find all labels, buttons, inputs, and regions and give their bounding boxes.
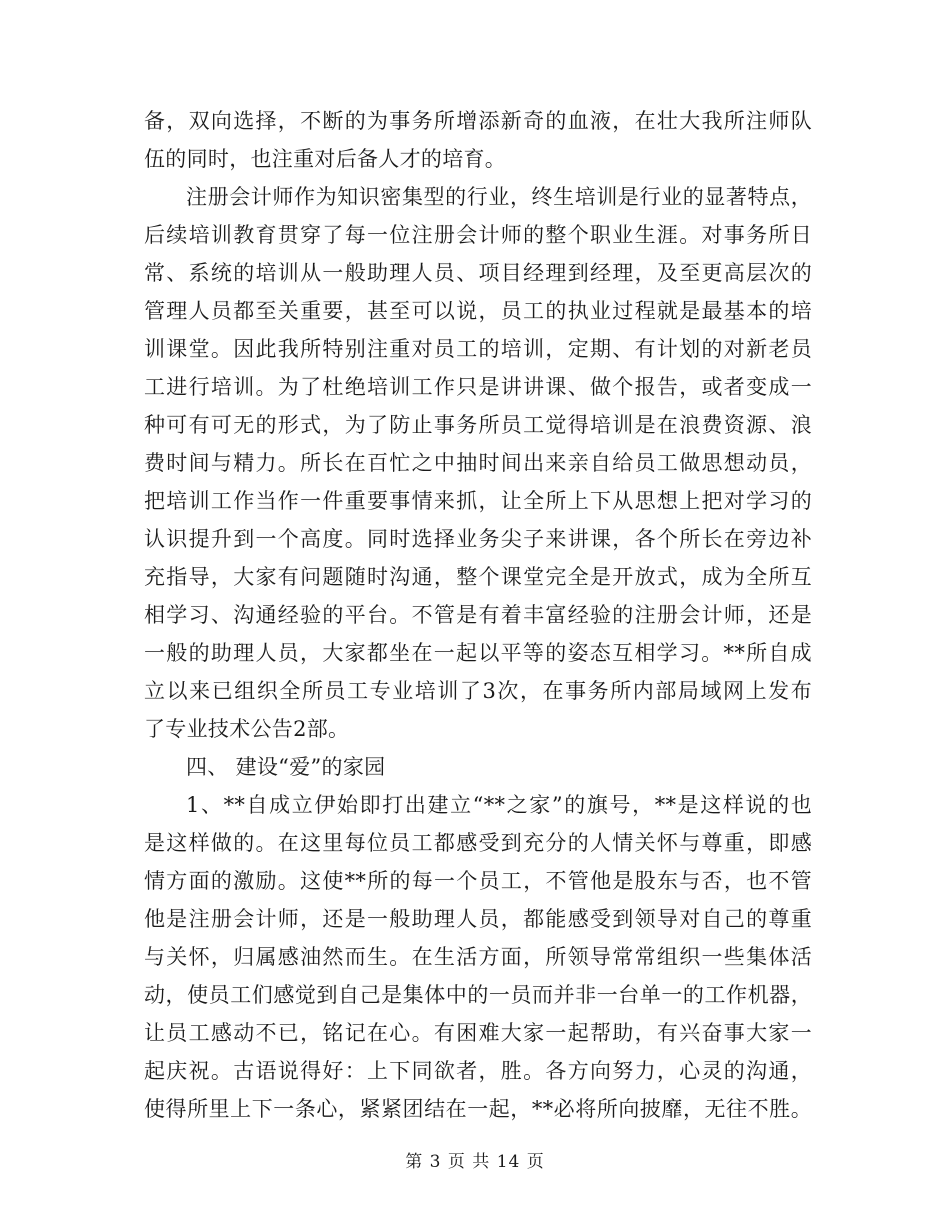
text-line: 管理人员都至关重要，甚至可以说，员工的执业过程就是最基本的培 bbox=[144, 299, 812, 323]
document-body bbox=[144, 102, 812, 1128]
text-line: 注册会计师作为知识密集型的行业，终生培训是行业的显著特点， bbox=[186, 185, 812, 209]
text-line: 训课堂。因此我所特别注重对员工的培训，定期、有计划的对新老员 bbox=[144, 337, 812, 361]
text-line: 充指导，大家有问题随时沟通，整个课堂完全是开放式，成为全所互 bbox=[144, 565, 812, 589]
text-line: 认识提升到一个高度。同时选择业务尖子来讲课，各个所长在旁边补 bbox=[144, 527, 812, 551]
text-line: 起庆祝。古语说得好：上下同欲者，胜。各方向努力，心灵的沟通， bbox=[144, 1059, 812, 1083]
text-line: 种可有可无的形式，为了防止事务所员工觉得培训是在浪费资源、浪 bbox=[144, 413, 812, 437]
text-line: 让员工感动不已，铭记在心。有困难大家一起帮助，有兴奋事大家一 bbox=[144, 1021, 812, 1045]
text-line: 费时间与精力。所长在百忙之中抽时间出来亲自给员工做思想动员， bbox=[144, 451, 812, 475]
text-line: 立以来已组织全所员工专业培训了3次，在事务所内部局域网上发布 bbox=[144, 679, 812, 703]
text-line: 动，使员工们感觉到自己是集体中的一员而并非一台单一的工作机器， bbox=[144, 983, 812, 1007]
text-line: 使得所里上下一条心，紧紧团结在一起，**必将所向披靡，无往不胜。 bbox=[144, 1097, 812, 1121]
text-line: 了专业技术公告2部。 bbox=[144, 717, 350, 741]
text-line: 常、系统的培训从一般助理人员、项目经理到经理，及至更高层次的 bbox=[144, 261, 812, 285]
text-line: 他是注册会计师，还是一般助理人员，都能感受到领导对自己的尊重 bbox=[144, 907, 812, 931]
text-line: 伍的同时，也注重对后备人才的培育。 bbox=[144, 147, 507, 171]
text-line: 1、**自成立伊始即打出建立“**之家”的旗号，**是这样说的也 bbox=[186, 793, 812, 817]
text-line: 是这样做的。在这里每位员工都感受到充分的人情关怀与尊重，即感 bbox=[144, 831, 812, 855]
page-footer: 第 3 页 共 14 页 bbox=[405, 1152, 545, 1172]
text-line: 情方面的激励。这使**所的每一个员工，不管他是股东与否，也不管 bbox=[144, 869, 812, 893]
text-line: 与关怀，归属感油然而生。在生活方面，所领导常常组织一些集体活 bbox=[144, 945, 812, 969]
text-line: 一般的助理人员，大家都坐在一起以平等的姿态互相学习。**所自成 bbox=[144, 641, 812, 665]
text-line: 后续培训教育贯穿了每一位注册会计师的整个职业生涯。对事务所日 bbox=[144, 223, 812, 247]
text-line: 相学习、沟通经验的平台。不管是有着丰富经验的注册会计师，还是 bbox=[144, 603, 812, 627]
text-line: 工进行培训。为了杜绝培训工作只是讲讲课、做个报告，或者变成一 bbox=[144, 375, 812, 399]
text-line: 四、 建设“爱”的家园 bbox=[186, 755, 386, 779]
text-line: 备，双向选择，不断的为事务所增添新奇的血液，在壮大我所注师队 bbox=[144, 109, 812, 133]
text-line: 把培训工作当作一件重要事情来抓，让全所上下从思想上把对学习的 bbox=[144, 489, 812, 513]
